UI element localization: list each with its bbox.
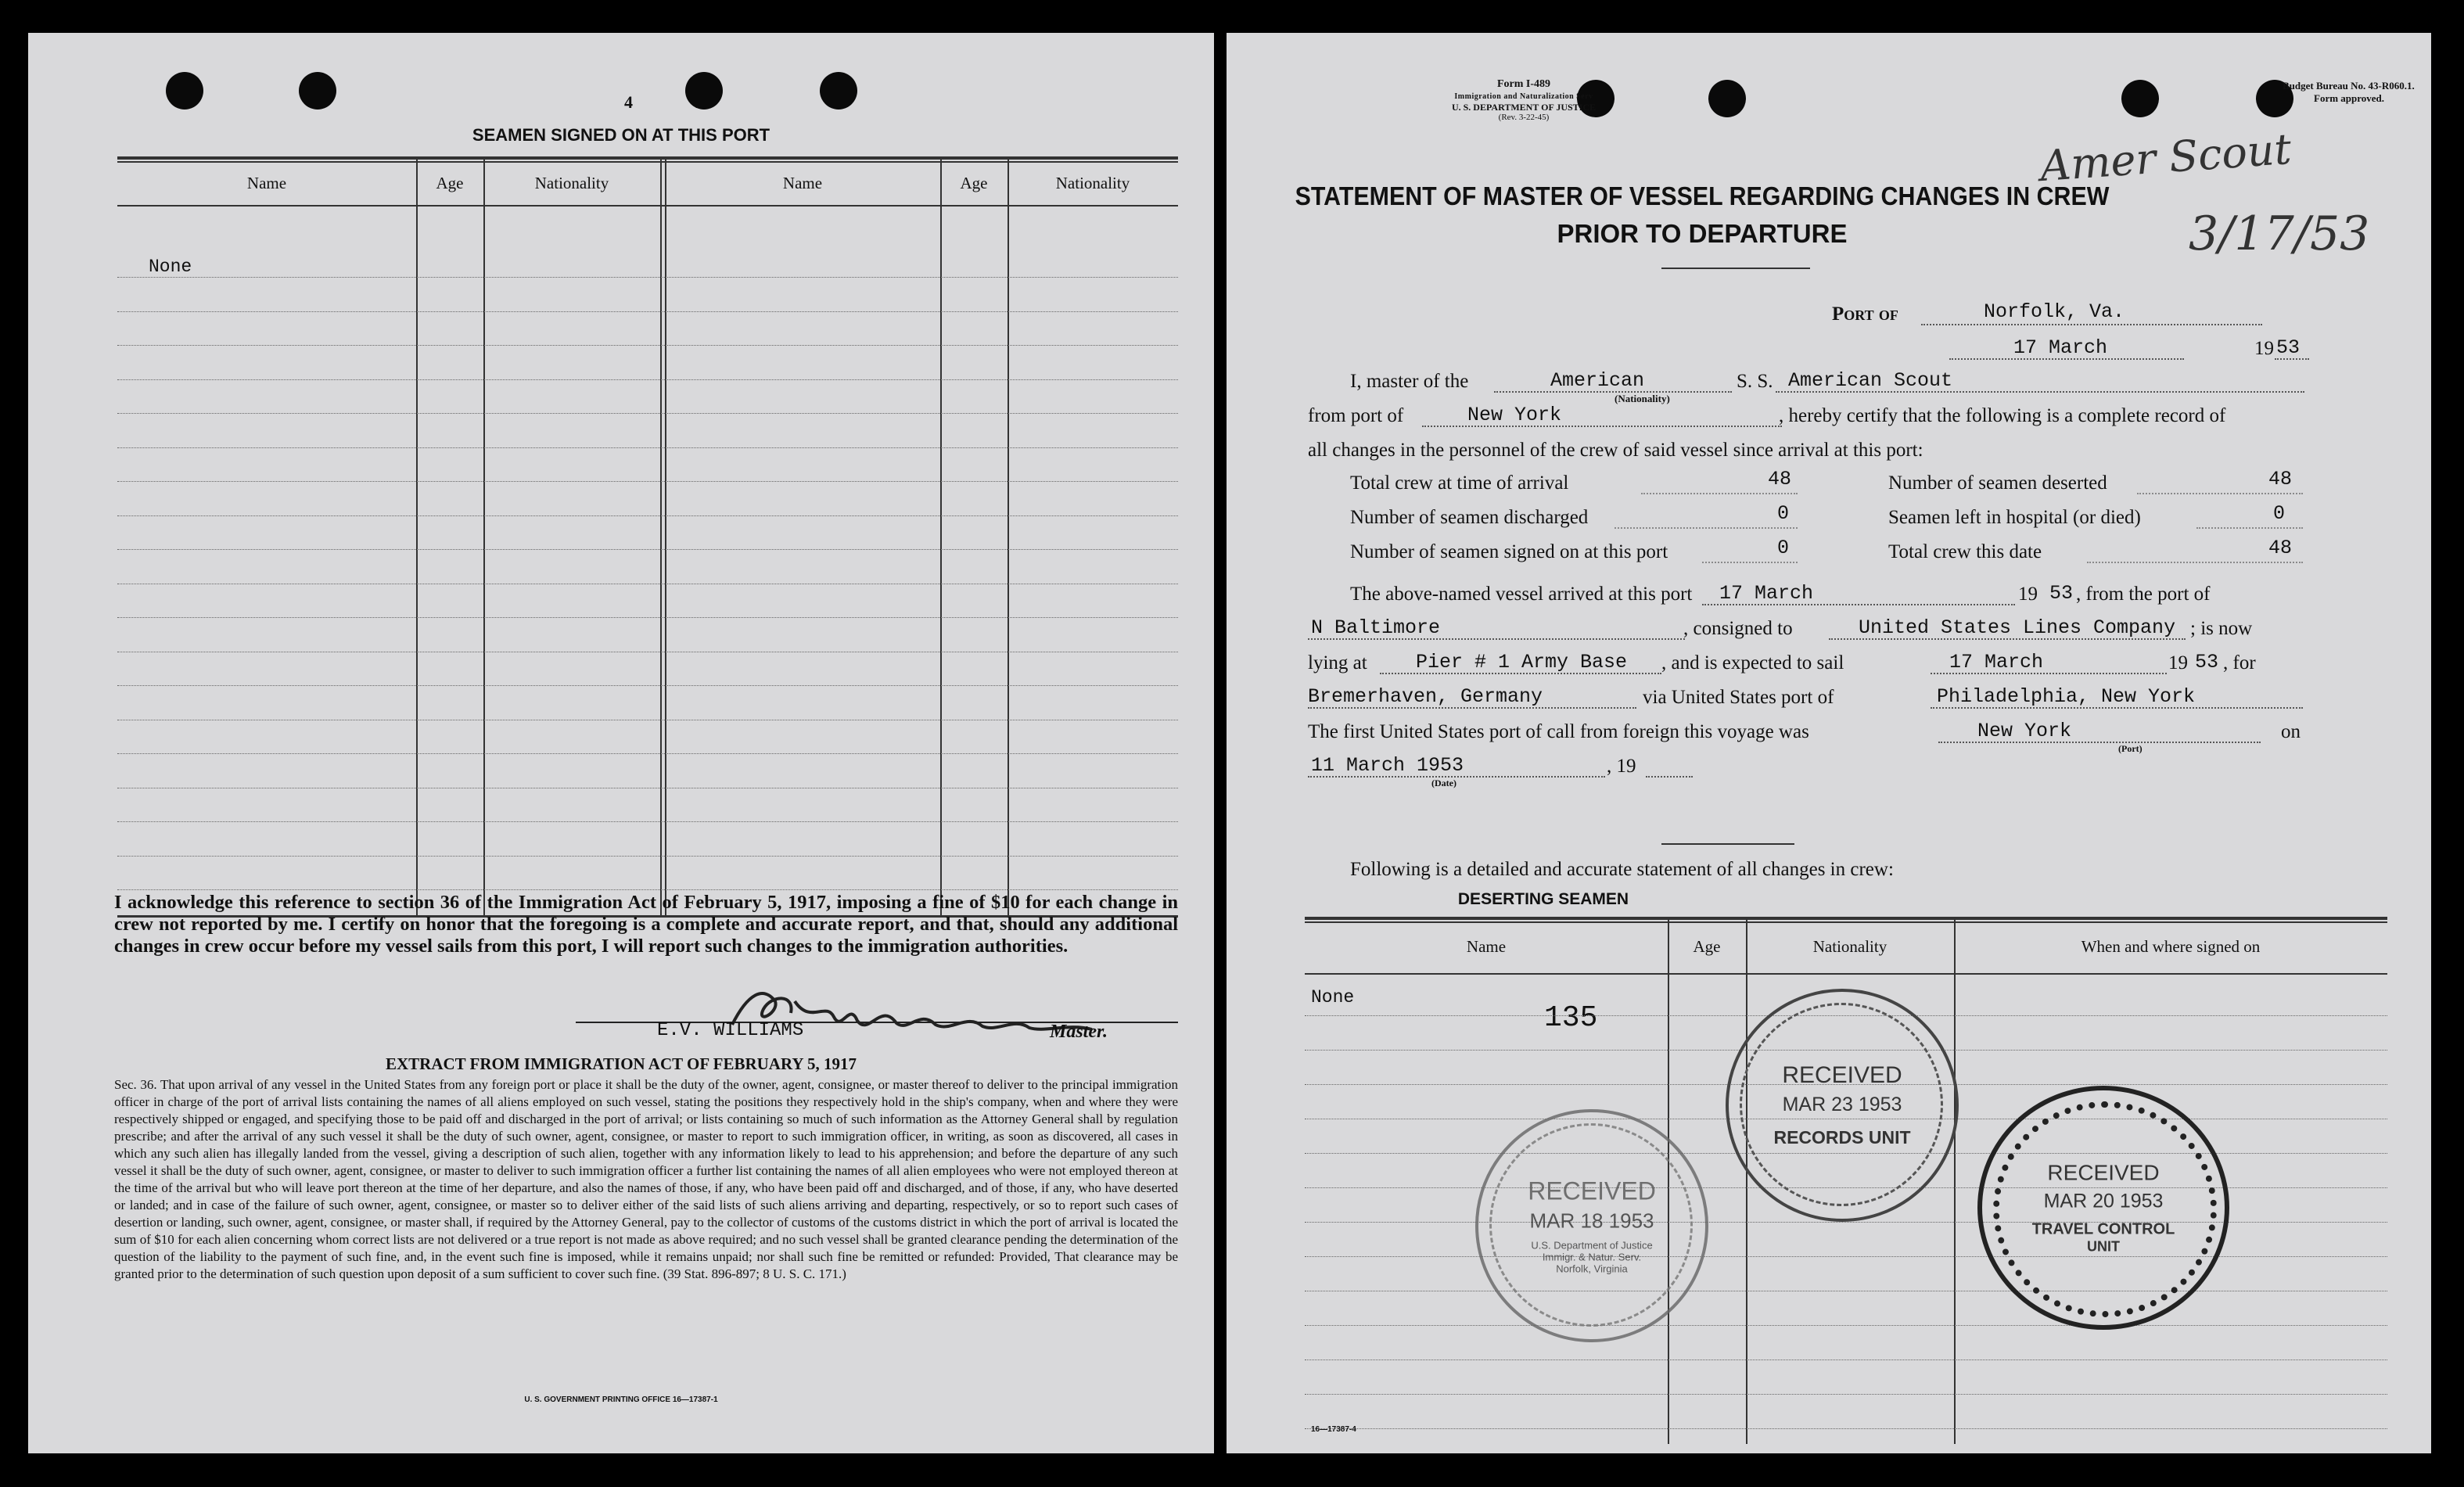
stat-value: 48 [1768, 468, 1792, 490]
arrived-year: 53 [2049, 582, 2074, 605]
form-approved: Form approved. [2314, 92, 2385, 104]
punch-hole [1708, 80, 1746, 117]
port-label: Port of [1832, 304, 1898, 325]
column-header-name: Name [782, 174, 823, 192]
table-row-rule [117, 856, 1178, 857]
handwritten-date: 3/17/53 [2189, 207, 2370, 261]
agency-line: Immigration and Naturalization Serv [1454, 92, 1593, 101]
stat-label: Number of seamen signed on at this port [1350, 541, 1668, 562]
prior-port: N Baltimore [1311, 616, 1441, 639]
table-row-rule [117, 413, 1178, 414]
received-stamp [1726, 989, 1959, 1222]
lying-label: lying at [1308, 652, 1367, 673]
agency-department: U. S. DEPARTMENT OF JUSTICE [1451, 102, 1597, 113]
ship-name: American Scout [1788, 369, 1953, 392]
following-text: Following is a detailed and accurate statement of all changes in crew: [1350, 859, 1894, 880]
budget-bureau: Budget Bureau No. 43-R060.1. [2283, 80, 2415, 92]
page-title: SEAMEN SIGNED ON AT THIS PORT [472, 125, 770, 145]
nationality-value: American [1550, 369, 1645, 392]
first-port-label: The first United States port of call from foreign this voyage was [1308, 721, 1809, 742]
certify-text: , hereby certify that the following is a complete record of [1779, 405, 2226, 426]
column-header-nationality: Nationality [1055, 174, 1130, 192]
handwritten-name: Amer Scout [2038, 124, 2293, 192]
extract-title: EXTRACT FROM IMMIGRATION ACT OF FEBRUARY 5, 1917 [385, 1054, 857, 1073]
table-row-rule [1305, 1394, 2387, 1395]
on-label: on [2281, 721, 2301, 742]
punch-hole [166, 72, 203, 110]
year-prefix: 19 [2018, 584, 2038, 605]
stat-value: 48 [2268, 537, 2293, 559]
first-port-value: New York [1977, 720, 2072, 742]
stamp-line: MAR 20 1953 [2043, 1190, 2164, 1212]
deserting-title: DESERTING SEAMEN [1457, 890, 1629, 908]
footer: U. S. GOVERNMENT PRINTING OFFICE 16—17387-1 [524, 1395, 718, 1404]
arrived-label: The above-named vessel arrived at this port [1350, 584, 1693, 605]
received-stamp [1475, 1109, 1708, 1342]
certify-text-2: all changes in the personnel of the crew of said vessel since arrival at this port: [1308, 440, 1923, 461]
stat-value: 48 [2268, 468, 2293, 490]
stamp-line: RECEIVED [1528, 1176, 1656, 1205]
consigned-label: , consigned to [1683, 618, 1793, 639]
revision-date: (Rev. 3-22-45) [1498, 113, 1550, 122]
page-stamp-number: 135 [1544, 1001, 1598, 1035]
via-label: via United States port of [1643, 687, 1834, 708]
column-header-age: Age [436, 174, 464, 192]
sail-label: , and is expected to sail [1661, 652, 1844, 673]
port-caption: (Port) [2118, 743, 2143, 754]
stamp-line: Immigr. & Natur. Serv. [1542, 1251, 1642, 1263]
stamp-line: RECORDS UNIT [1773, 1127, 1911, 1148]
table-row-rule [1305, 1359, 2387, 1360]
stat-label: Number of seamen deserted [1888, 472, 2107, 494]
right-page [1227, 33, 2431, 1453]
column-header-name: Name [1466, 937, 1507, 956]
acknowledgement-text: I acknowledge this reference to section 36 of the Immigration Act of February 5, 1917, imposing a fine of $10 for each change in crew not reported by me. I certify on honor that the foregoing is a complete and accurate report, and that, should any additional changes in crew occur before my vessel sails from this port, I will report such changes to the immigration authorities. [114, 892, 1178, 957]
year-tail: , 19 [1607, 756, 1636, 777]
column-header-nationality: Nationality [1812, 937, 1888, 956]
first-entry: None [149, 257, 192, 277]
stamp-line: UNIT [2087, 1238, 2120, 1255]
table-row-rule [117, 549, 1178, 550]
extract-text: Sec. 36. That upon arrival of any vessel in the United States from any foreign port or place it shall be the duty of the owner, agent, consignee, or master thereof to deliver to the principal immigration officer in charge of the port of arrival lists containing the names of all aliens employed on such vessel, stating the positions they respectively hold in the ship's company, when and where they were respectively shipped or engaged, and specifying those to be paid off and discharged in the port of arrival; or lists containing so much of such information as the Attorney General shall by regulation prescribe; and after the arrival of any such vessel it shall be the duty of such owner, agent, consignee, or master to report to such immigration officer, in writing, as soon as discovered, all cases in which any such alien has illegally landed from the vessel, giving a description of such alien, together with any information likely to lead to his apprehension; and before the departure of any such vessel it shall be the duty of such owner, agent, consignee, or master to deliver to such immigration officer a further list containing the names of all alien employees who were not employed thereon at the time of the arrival but who will leave port thereon at the time of her departure, and also the names of those, if any, who have been paid off and discharged, and of those, if any, who have deserted or landed; and in case of the failure of such owner, agent, consignee, or master so to deliver either of the said lists of such aliens arriving and departing, respectively, or so to report such cases of desertion or landing, such owner, agent, consignee, or master shall, if required by the Attorney General, pay to the collector of customs of the customs district in which the port of arrival is located the sum of $10 for each alien concerning whom correct lists are not delivered or a true report is not made as above required; and no such vessel shall be granted clearance pending the determination of the question of the liability to the payment of such fine, and, in the event such fine is imposed, while it remains unpaid; nor shall such fine be remitted or refunded: Provided, That clearance may be granted prior to the determination of such question upon deposit of a sum sufficient to cover such fine. (39 Stat. 896-897; 8 U. S. C. 171.) [114, 1077, 1178, 1281]
column-header-nationality: Nationality [534, 174, 609, 192]
left-page [28, 33, 1214, 1453]
arrived-date: 17 March [1719, 582, 1814, 605]
signature-role: Master. [1050, 1022, 1108, 1042]
stamp-line: U.S. Department of Justice [1531, 1239, 1653, 1252]
stamp-line: TRAVEL CONTROL [2031, 1220, 2175, 1238]
stamp-line: RECEIVED [2047, 1160, 2160, 1185]
signed-on-table [117, 156, 1178, 921]
statement-year: 53 [2276, 336, 2301, 359]
statement-date: 17 March [2013, 336, 2108, 359]
port-value: Norfolk, Va. [1984, 300, 2125, 323]
sail-year: 53 [2195, 651, 2219, 673]
punch-hole [820, 72, 857, 110]
year-prefix: 19 [2168, 652, 2188, 673]
table-row-rule [117, 447, 1178, 448]
column-header-name: Name [246, 174, 287, 192]
from-port-of-label: , from the port of [2076, 584, 2211, 605]
form-subtitle: PRIOR TO DEPARTURE [1557, 219, 1848, 248]
received-stamp [1977, 1086, 2229, 1330]
year-prefix: 19 [2254, 338, 2274, 359]
nationality-caption: (Nationality) [1615, 393, 1670, 404]
punch-hole [299, 72, 336, 110]
stat-label: Number of seamen discharged [1350, 507, 1589, 528]
stamp-line: MAR 23 1953 [1782, 1094, 1902, 1115]
ss-label: S. S. [1737, 371, 1773, 392]
stat-label: Total crew at time of arrival [1350, 472, 1569, 494]
destination: Bremerhaven, Germany [1308, 685, 1543, 708]
via-value: Philadelphia, New York [1937, 685, 2196, 708]
column-header-age: Age [1693, 937, 1721, 956]
footer: 16—17387-4 [1311, 1425, 1356, 1434]
for-label: , for [2223, 652, 2256, 673]
stamp-line: MAR 18 1953 [1529, 1209, 1654, 1233]
stamp-line: RECEIVED [1782, 1062, 1902, 1088]
form-title: STATEMENT OF MASTER OF VESSEL REGARDING CHANGES IN CREW [1295, 181, 2110, 210]
table-row-rule [117, 277, 1178, 278]
table-row-rule [117, 685, 1178, 686]
table-row-rule [1305, 1256, 2387, 1257]
table-row-rule [117, 515, 1178, 516]
table-row-rule [117, 821, 1178, 822]
table-row-rule [1305, 1428, 2387, 1429]
table-row-rule [117, 345, 1178, 346]
stamp-line: Norfolk, Virginia [1556, 1263, 1628, 1275]
sail-date: 17 March [1949, 651, 2044, 673]
stat-label: Seamen left in hospital (or died) [1888, 507, 2141, 528]
table-row-rule [117, 379, 1178, 380]
master-label: I, master of the [1350, 371, 1469, 392]
table-row-rule [1305, 1325, 2387, 1326]
table-row-rule [117, 753, 1178, 754]
signature-name: E.V. WILLIAMS [657, 1020, 804, 1041]
stat-value: 0 [1777, 537, 1790, 559]
from-port-label: from port of [1308, 405, 1404, 426]
punch-hole [685, 72, 723, 110]
from-port-value: New York [1467, 404, 1562, 426]
table-row-rule [117, 889, 1178, 890]
stat-value: 0 [2273, 502, 2286, 525]
column-header-age: Age [960, 174, 988, 192]
consignee: United States Lines Company [1859, 616, 2176, 639]
form-number: Form I-489 [1496, 78, 1551, 90]
is-now-label: ; is now [2190, 618, 2253, 639]
page-number: 4 [624, 92, 633, 112]
first-port-date: 11 March 1953 [1311, 754, 1464, 777]
column-header-signed-on: When and where signed on [2081, 937, 2261, 956]
stat-label: Total crew this date [1888, 541, 2042, 562]
lying-value: Pier # 1 Army Base [1416, 651, 1628, 673]
table-row-rule [117, 617, 1178, 618]
table-row-rule [117, 311, 1178, 312]
table-row-rule [117, 481, 1178, 482]
punch-hole [2121, 80, 2159, 117]
stat-value: 0 [1777, 502, 1790, 525]
date-caption: (Date) [1431, 778, 1456, 788]
deserting-first-entry: None [1311, 987, 1355, 1007]
